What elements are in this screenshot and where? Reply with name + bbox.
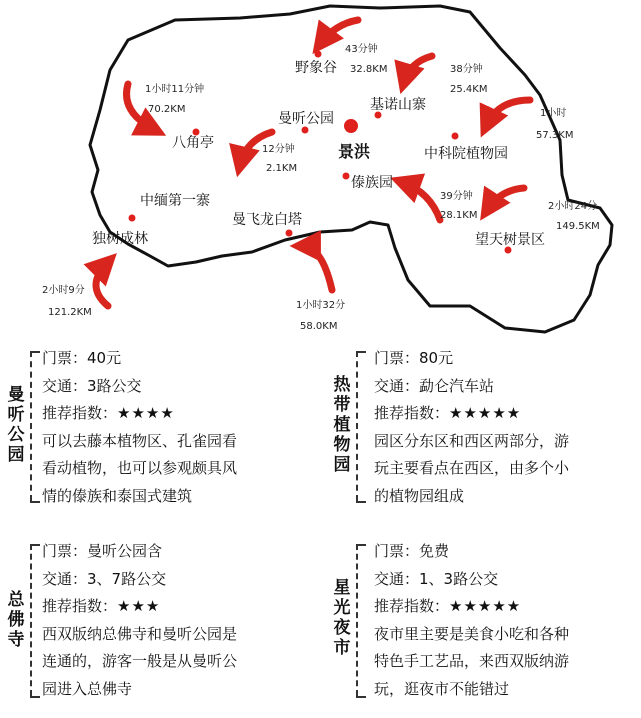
route-arrow — [402, 182, 440, 220]
card-title: 热 带 植 物 园 — [333, 375, 351, 475]
rating-stars: ★★★ — [117, 597, 161, 615]
description-line: 园区分东区和西区两部分，游 — [374, 431, 570, 450]
rating-row — [42, 400, 237, 428]
place-dot — [343, 173, 350, 180]
transit-text: 交通：勐仑汽车站 — [374, 376, 495, 395]
transit-text: 交通：1、3路公交 — [374, 569, 499, 588]
description-line: 夜市里主要是美食小吃和各种 — [374, 624, 570, 643]
place-label: 独树成林 — [92, 231, 148, 247]
ticket-text: 门票：曼听公园含 — [42, 542, 163, 560]
place-label: 野象谷 — [295, 60, 337, 76]
info-card-temple — [0, 538, 320, 713]
place-label: 曼听公园 — [278, 111, 334, 127]
description-line: 看动植物，也可以参观颇具风 — [42, 459, 238, 477]
route-time: 1小时 — [540, 108, 567, 119]
place-label: 曼飞龙白塔 — [232, 212, 302, 228]
transit-text: 交通：3路公交 — [42, 376, 142, 395]
place-label: 傣族园 — [351, 175, 393, 191]
place-label: 中缅第一寨 — [140, 193, 210, 209]
description-line: 园进入总佛寺 — [42, 679, 133, 698]
description-line: 玩，逛夜市不能错过 — [374, 679, 510, 698]
rating-label: 推荐指数： — [42, 404, 118, 422]
route-time: 12分钟 — [262, 144, 295, 155]
ticket-text: 门票：40元 — [42, 349, 122, 367]
card-title: 曼 听 公 园 — [7, 385, 25, 465]
route-distance: 57.3KM — [536, 130, 574, 141]
rating-label: 推荐指数： — [42, 597, 118, 615]
route-arrow — [487, 188, 524, 210]
route-time: 38分钟 — [450, 64, 483, 75]
description-line: 连通的，游客一般是从曼听公 — [42, 652, 238, 670]
route-time: 39分钟 — [440, 191, 473, 202]
card-title: 总 佛 寺 — [7, 590, 25, 650]
place-dot — [129, 215, 136, 222]
city-dot — [344, 119, 358, 133]
route-time: 1小时11分钟 — [145, 84, 205, 95]
rating-row — [374, 593, 569, 621]
description-line: 玩主要看点在西区，由多个小 — [374, 459, 570, 477]
ticket-text: 门票：免费 — [374, 542, 450, 560]
ticket-text: 门票：80元 — [374, 349, 454, 367]
description-line: 特色手工艺品，来西双版纳游 — [374, 652, 570, 670]
route-time: 2小时24分 — [548, 201, 598, 212]
route-distance: 32.8KM — [350, 64, 388, 75]
place-label: 基诺山寨 — [370, 97, 426, 113]
info-card-night-market — [330, 538, 641, 713]
route-distance: 58.0KM — [300, 321, 338, 332]
route-distance: 121.2KM — [48, 307, 92, 318]
route-distance: 149.5KM — [556, 221, 600, 232]
place-label: 中科院植物园 — [424, 146, 508, 162]
route-arrow — [302, 246, 332, 290]
description-line: 的植物园组成 — [374, 486, 465, 505]
route-distance: 25.4KM — [450, 84, 488, 95]
route-arrow — [486, 100, 530, 126]
place-label: 八角亭 — [172, 135, 214, 151]
transit-text: 交通：3、7路公交 — [42, 569, 167, 588]
rating-stars: ★★★★★ — [449, 597, 522, 615]
description-line: 情的傣族和泰国式建筑 — [42, 486, 193, 505]
route-time: 1小时32分 — [296, 300, 346, 311]
place-dot — [452, 133, 459, 140]
rating-row — [42, 593, 237, 621]
route-time: 43分钟 — [345, 44, 378, 55]
rating-row — [374, 400, 569, 428]
map-graphics — [0, 0, 641, 345]
card-title: 星 光 夜 市 — [333, 578, 351, 658]
rating-stars: ★★★★★ — [449, 404, 522, 422]
info-card-botanical-garden — [330, 345, 641, 520]
description-line: 西双版纳总佛寺和曼听公园是 — [42, 624, 238, 643]
route-distance: 28.1KM — [440, 210, 478, 221]
city-label: 景洪 — [338, 142, 371, 161]
rating-stars: ★★★★ — [117, 404, 175, 422]
region-map — [0, 0, 641, 345]
place-dot — [286, 230, 293, 237]
rating-label: 推荐指数： — [374, 597, 450, 615]
route-arrow — [404, 56, 432, 82]
route-distance: 2.1KM — [266, 163, 298, 174]
route-distance: 70.2KM — [148, 104, 186, 115]
info-card-manting-park — [0, 345, 320, 520]
place-label: 望天树景区 — [475, 232, 545, 248]
route-arrow — [96, 262, 108, 306]
route-time: 2小时9分 — [42, 285, 85, 296]
rating-label: 推荐指数： — [374, 404, 450, 422]
description-line: 可以去藤本植物区、孔雀园看 — [42, 431, 238, 450]
